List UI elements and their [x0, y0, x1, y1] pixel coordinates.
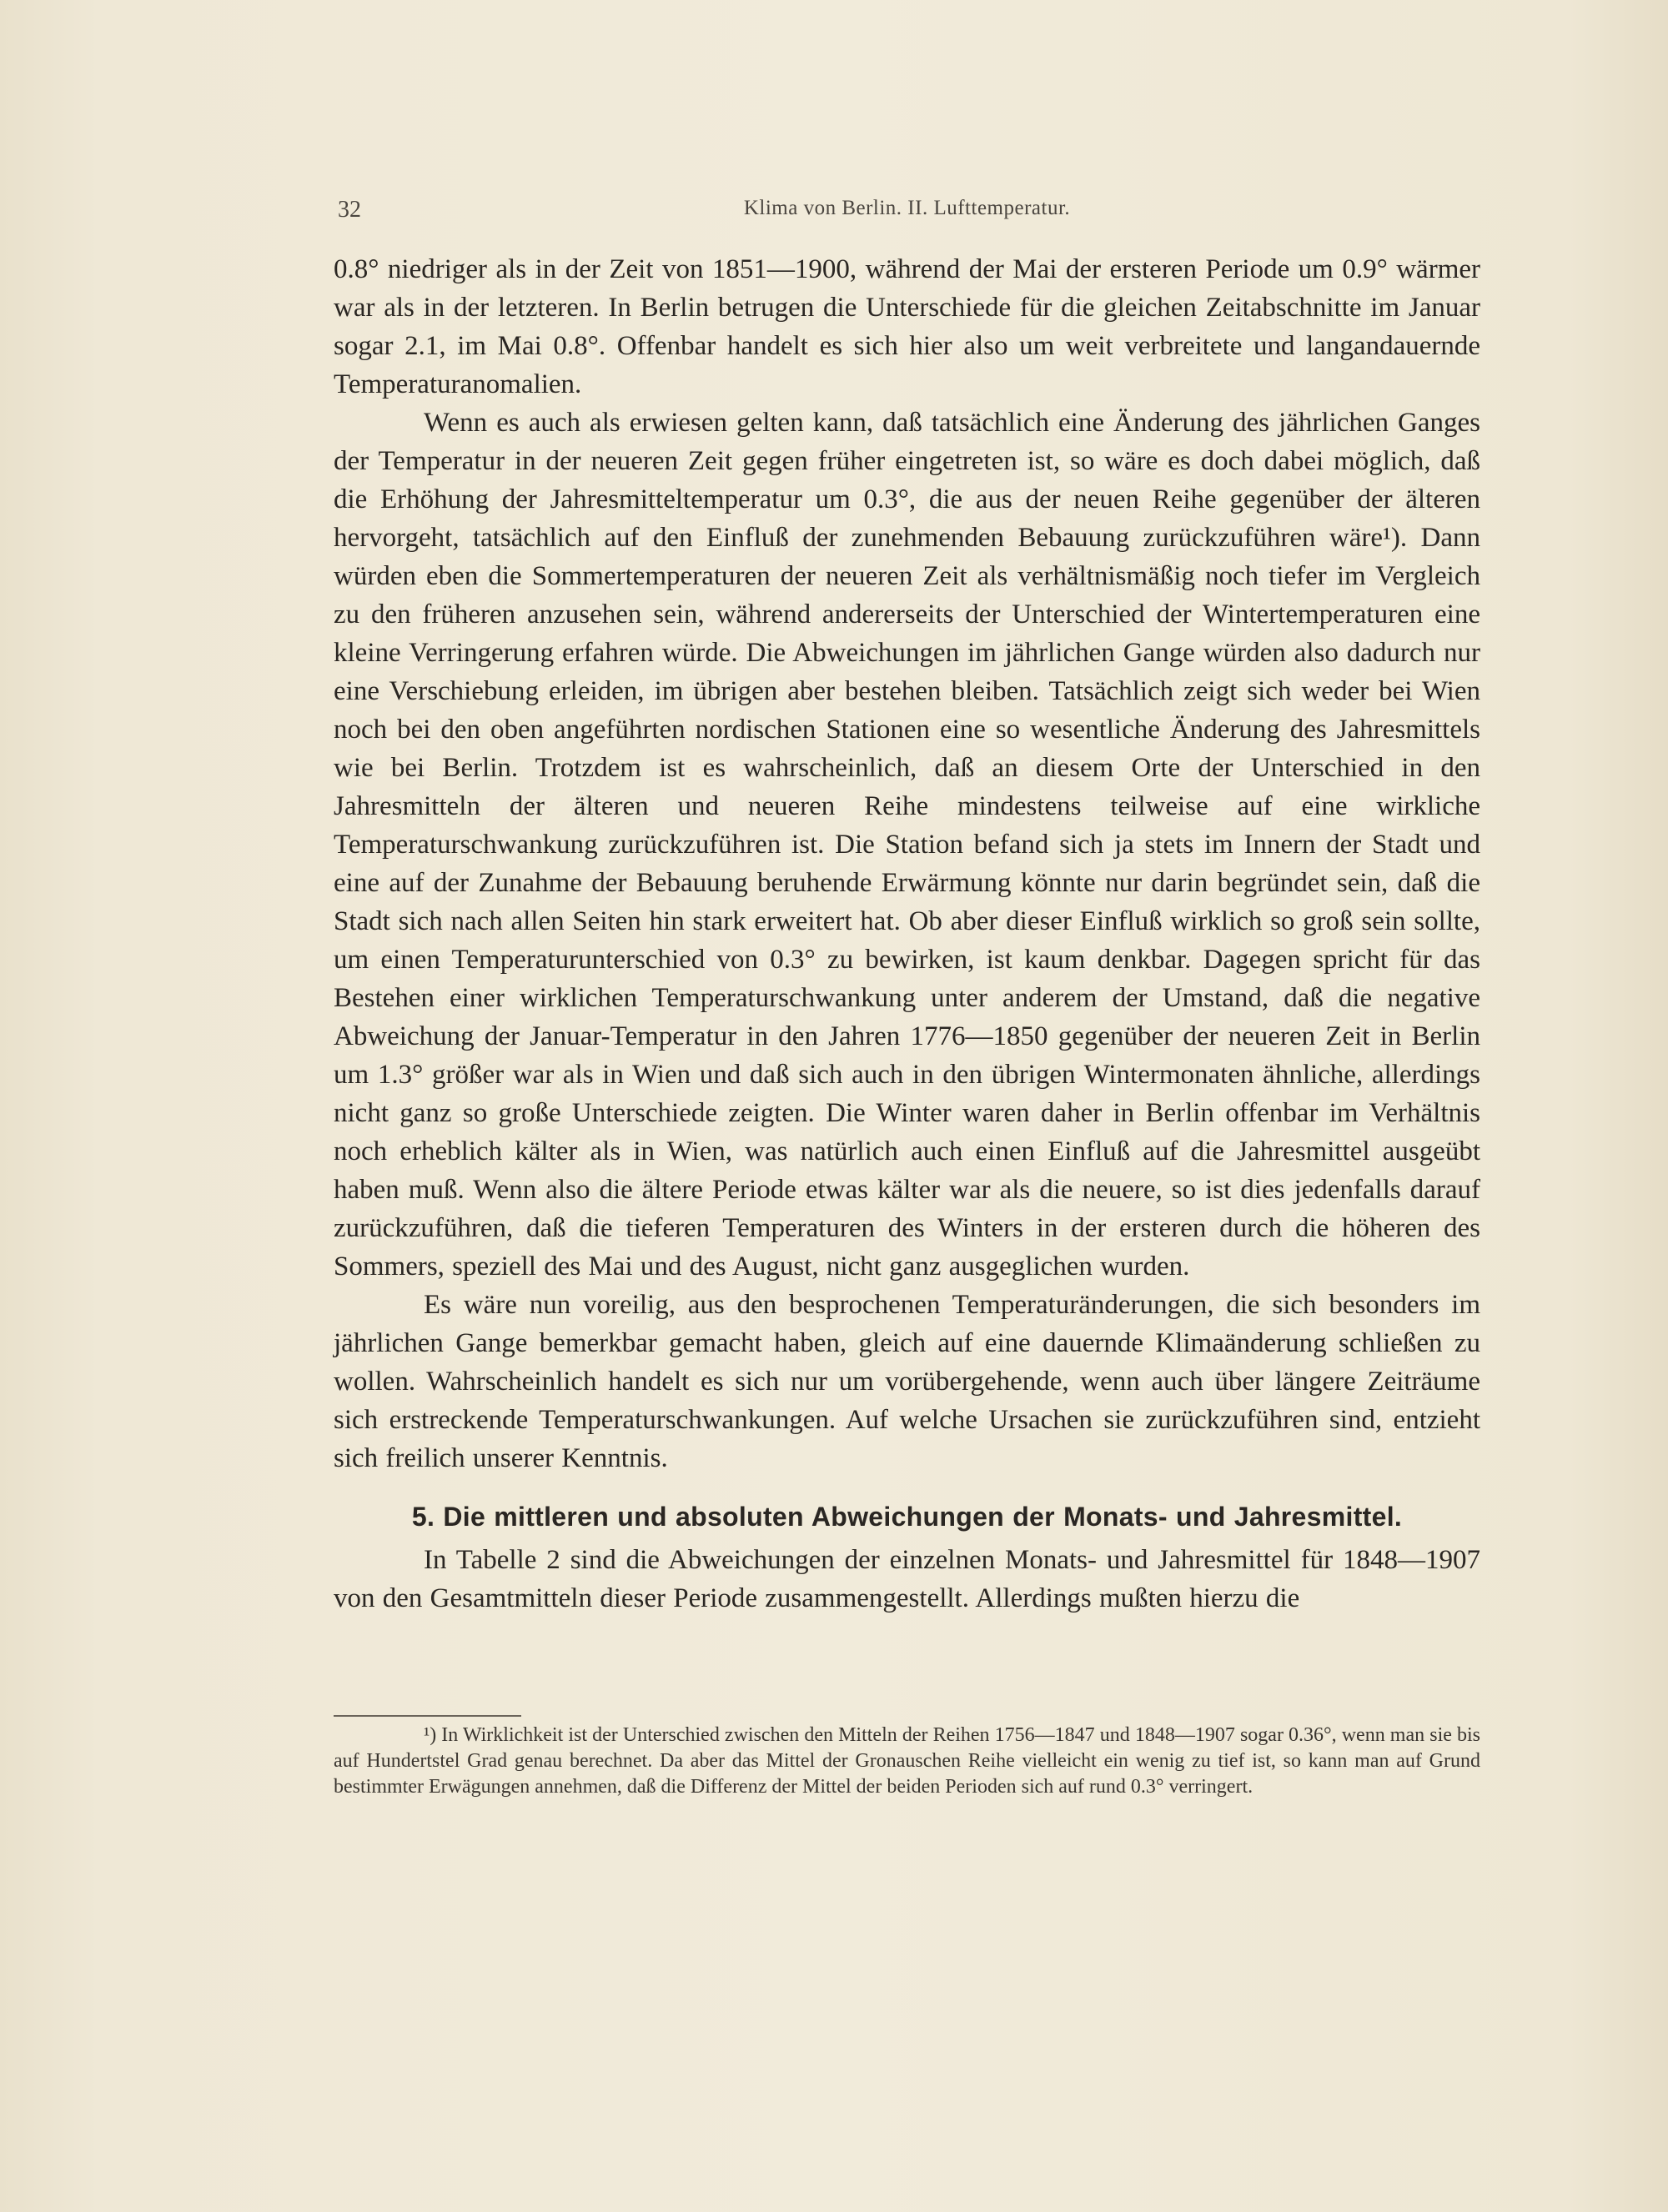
footnote-text: ¹) In Wirklichkeit ist der Unterschied zwischen den Mitteln der Reihen 1756—1847 und 1848—1907 sogar 0.36°, wenn man sie bis auf Hundertstel Grad genau berechnet. Da aber das Mittel der Gronauschen Reihe vielleicht ein wenig zu tief ist, so kann man auf Grund bestimmter Erwägungen annehmen, daß die Differenz der Mittel der beiden Perioden sich auf rund 0.3° verringert. [334, 1724, 1480, 1798]
body-text [334, 250, 1480, 1618]
section-heading: 5. Die mittleren und absoluten Abweichungen der Monats- und Jahresmittel. [411, 1502, 1403, 1532]
paragraph: Wenn es auch als erwiesen gelten kann, daß tatsächlich eine Änderung des jährlichen Ganges der Temperatur in der neueren Zeit gegen früher eingetreten ist, so wäre es doch dabei möglich, daß die Erhöhung der Jahresmitteltemperatur um 0.3°, die aus der neuen Reihe gegenüber der älteren hervorgeht, tatsächlich auf den Einfluß der zunehmenden Bebauung zurückzuführen wäre¹). Dann würden eben die Sommertemperaturen der neueren Zeit als verhältnismäßig noch tiefer im Vergleich zu den früheren anzusehen sein, während andererseits der Unterschied der Wintertemperaturen eine kleine Verringerung erfahren würde. Die Abweichungen im jährlichen Gange würden also dadurch nur eine Verschiebung erleiden, im übrigen aber bestehen bleiben. Tatsächlich zeigt sich weder bei Wien noch bei den oben angeführten nordischen Stationen eine so wesentliche Änderung des Jahresmittels wie bei Berlin. Trotzdem ist es wahrscheinlich, daß an diesem Orte der Unterschied in den Jahresmitteln der älteren und neueren Reihe mindestens teilweise auf eine wirkliche Temperaturschwankung zurückzuführen ist. Die Station befand sich ja stets im Innern der Stadt und eine auf der Zunahme der Bebauung beruhende Erwärmung könnte nur darin begründet sein, daß die Stadt sich nach allen Seiten hin stark erweitert hat. Ob aber dieser Einfluß wirklich so groß sein sollte, um einen Temperaturunterschied von 0.3° zu bewirken, ist kaum denkbar. Dagegen spricht für das Bestehen einer wirklichen Temperaturschwankung unter anderem der Umstand, daß die negative Abweichung der Januar-Temperatur in den Jahren 1776—1850 gegenüber der neueren Zeit in Berlin um 1.3° größer war als in Wien und daß sich auch in den übrigen Wintermonaten ähnliche, allerdings nicht ganz so große Unterschiede zeigten. Die Winter waren daher in Berlin offenbar im Verhältnis noch erheblich kälter als in Wien, was natürlich auch einen Einfluß auf die Jahresmittel ausgeübt haben muß. Wenn also die ältere Periode etwas kälter war als die neuere, so ist dies jedenfalls darauf zurückzuführen, daß die tieferen Temperaturen des Winters in der ersteren durch die höheren des Sommers, speziell des Mai und des August, nicht ganz ausgeglichen wurden. [334, 408, 1480, 1282]
page-number: 32 [338, 197, 361, 223]
footnote-divider [334, 1715, 521, 1717]
paragraph-continued: 0.8° niedriger als in der Zeit von 1851—1900, während der Mai der ersteren Periode um 0.9° wärmer war als in der letzteren. In Berlin betrugen die Unterschiede für die gleichen Zeitabschnitte im Januar sogar 2.1, im Mai 0.8°. Offenbar handelt es sich hier also um weit verbreitete und langandauernde Temperaturanomalien. [334, 254, 1480, 399]
section-paragraph: In Tabelle 2 sind die Abweichungen der einzelnen Monats- und Jahresmittel für 1848—1907 von den Gesamtmitteln dieser Periode zusammengestellt. Allerdings mußten hierzu die [334, 1545, 1480, 1613]
running-title: Klima von Berlin. II. Lufttemperatur. [743, 197, 1071, 219]
footnote [334, 1723, 1480, 1800]
paragraph: Es wäre nun voreilig, aus den besprochenen Temperaturänderungen, die sich besonders im jährlichen Gange bemerkbar gemacht haben, gleich auf eine dauernde Klimaänderung schließen zu wollen. Wahrscheinlich handelt es sich nur um vorübergehende, wenn auch über längere Zeiträume sich erstreckende Temperaturschwankungen. Auf welche Ursachen sie zurückzuführen sind, entzieht sich freilich unserer Kenntnis. [334, 1290, 1480, 1473]
running-head [334, 193, 1480, 227]
